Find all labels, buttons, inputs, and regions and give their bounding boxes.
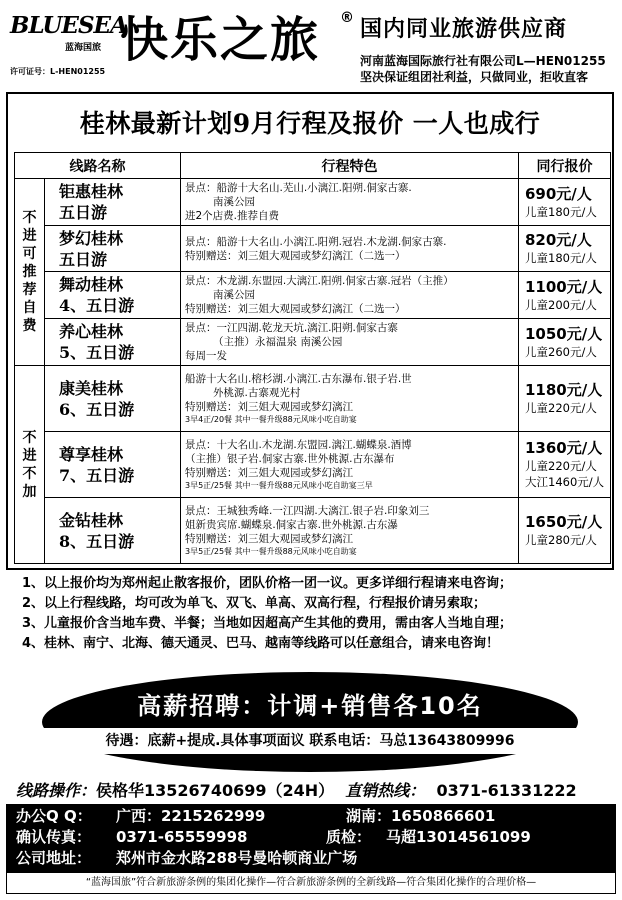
qq-hunan[interactable]: 湖南：1650866601 — [346, 807, 496, 825]
company-name: 河南蓝海国际旅行社有限公司L—HEN01255 — [360, 54, 606, 68]
route-name-line: 8、五日游 — [59, 531, 135, 551]
child-price: 大江1460元/人 — [525, 475, 605, 489]
address-value: 郑州市金水路288号曼哈顿商业广场 — [116, 849, 358, 867]
direct-label: 直销热线： — [345, 781, 426, 800]
route-description-line: 特别赠送：刘三姐大观园或梦幻漓江（二选一） — [185, 249, 406, 262]
qc-label: 质检： — [326, 828, 372, 846]
route-meal-note: 3早5正/25餐 其中一餐升级88元风味小吃自助宴三早 — [185, 481, 373, 490]
route-description-line: 外桃源.古寨观光村 — [213, 387, 301, 399]
route-description-line: 景点：船游十大名山.芜山.小漓江.阳朔.侗家古寨. — [185, 182, 412, 194]
footer-tagline: “蓝海国旅”符合新旅游条例的集团化操作—符合新旅游条例的全新线路—符合集团化操作的合理价格— — [6, 872, 616, 894]
route-meal-note: 3早5正/25餐 其中一餐升级88元风味小吃自助宴 — [185, 547, 357, 556]
route-description-line: 景点：十大名山.木龙湖.东盟园.漓江.蝴蝶泉.酒博 — [185, 439, 412, 451]
route-row — [15, 179, 611, 226]
route-row — [15, 432, 611, 498]
category-label: 不进不加 — [22, 429, 37, 500]
adult-price: 1100元/人 — [525, 277, 603, 296]
route-description-line: （主推）永福温泉 南溪公园 — [213, 336, 343, 348]
route-name-line: 6、五日游 — [59, 399, 135, 419]
company-logo — [10, 12, 127, 62]
route-description — [181, 272, 519, 319]
route-name-line: 5、五日游 — [59, 343, 135, 362]
route-name-line: 康美桂林 — [59, 378, 124, 398]
route-row — [15, 319, 611, 366]
route-description-line: 船游十大名山.榕杉湖.小漓江.古东瀑布.银子岩.世 — [185, 373, 412, 385]
route-name-line: 五日游 — [59, 203, 108, 222]
route-price — [519, 498, 611, 564]
header — [0, 0, 622, 88]
qq-row — [16, 806, 606, 827]
route-description-line: 景点：一江四湖.乾龙天坑.漓江.阳朔.侗家古寨 — [185, 322, 398, 334]
route-description-line: 姐新贵宾席.蝴蝶泉.侗家古寨.世外桃源.古东瀑 — [185, 519, 398, 531]
route-description — [181, 226, 519, 272]
route-description-line: 景点：王城独秀峰.一江四湖.大漓江.银子岩.印象刘三 — [185, 505, 430, 517]
child-price: 儿童280元/人 — [525, 533, 597, 547]
route-description — [181, 319, 519, 366]
route-price — [519, 319, 611, 366]
route-description — [181, 366, 519, 432]
route-name — [45, 319, 181, 366]
adult-price: 1180元/人 — [525, 381, 603, 399]
fax-row — [16, 827, 606, 848]
route-row — [15, 226, 611, 272]
adult-price: 1650元/人 — [525, 513, 603, 531]
recruit-details: 待遇：底薪+提成.具体事项面议 联系电话：马总13643809996 — [42, 728, 578, 754]
route-description-line: 特别赠送：刘三姐大观园或梦幻漓江 — [185, 401, 353, 413]
license-number: 许可证号：L-HEN01255 — [10, 67, 106, 76]
brand-title: 快乐之旅 — [120, 12, 321, 68]
fax-label: 确认传真： — [16, 828, 92, 846]
fax-number[interactable]: 0371-65559998 — [116, 828, 248, 846]
route-description — [181, 179, 519, 226]
route-name — [45, 366, 181, 432]
route-name-line: 舞动桂林 — [59, 275, 124, 294]
route-description-line: 每周一发 — [185, 350, 227, 362]
route-description-line: 特别赠送：刘三姐大观园或梦幻漓江 — [185, 467, 353, 479]
route-category — [15, 366, 45, 564]
route-category — [15, 179, 45, 366]
route-price — [519, 272, 611, 319]
info-box — [6, 804, 616, 872]
category-label: 不进可推荐自费 — [22, 210, 37, 334]
route-name-line: 金钻桂林 — [59, 510, 124, 530]
recruit-title: 高薪招聘：计调+销售各10名 — [137, 692, 483, 720]
logo-subtext: 蓝海国旅 — [65, 43, 102, 53]
logo-text: BLUESEA — [10, 12, 127, 39]
route-row — [15, 272, 611, 319]
slogan: 国内同业旅游供应商 — [360, 17, 568, 42]
route-name-line: 4、五日游 — [59, 296, 135, 315]
route-meal-note: 3早4正/20餐 其中一餐升级88元风味小吃自助宴 — [185, 415, 357, 424]
address-row — [16, 848, 606, 869]
route-name — [45, 432, 181, 498]
plan-title: 桂林最新计划9月行程及报价 一人也成行 — [79, 109, 541, 138]
route-description-line: 特别赠送：刘三姐大观园或梦幻漓江（二选一） — [185, 303, 406, 315]
route-price — [519, 226, 611, 272]
route-description-line: 景点：船游十大名山.小漓江.阳朔.冠岩.木龙湖.侗家古寨. — [185, 235, 447, 248]
route-description-line: （主推）银子岩.侗家古寨.世外桃源.古东瀑布 — [185, 453, 395, 465]
route-description-line: 进2个店费.推荐自费 — [185, 210, 280, 222]
route-row — [15, 498, 611, 564]
company-motto: 坚决保证组团社利益，只做同业，拒收直客 — [360, 70, 589, 84]
header-price: 同行报价 — [519, 153, 611, 179]
direct-phone[interactable]: 0371-61331222 — [436, 781, 577, 800]
route-name — [45, 498, 181, 564]
qq-label: 办公Q Q： — [16, 807, 92, 825]
routes-table — [14, 152, 611, 564]
route-description-line: 南溪公园 — [213, 196, 255, 208]
child-price: 儿童220元/人 — [525, 401, 597, 415]
qc-contact[interactable]: 马超13014561099 — [386, 828, 531, 846]
adult-price: 1050元/人 — [525, 324, 603, 343]
note-item: 4、桂林、南宁、北海、德天通灵、巴马、越南等线路可以任意组合，请来电咨询！ — [22, 636, 500, 651]
notes — [22, 574, 618, 654]
adult-price: 1360元/人 — [525, 439, 603, 457]
adult-price: 690元/人 — [525, 184, 592, 203]
route-description-line: 景点：木龙湖.东盟园.大漓江.阳朔.侗家古寨.冠岩（主推） — [185, 275, 454, 287]
qq-guangxi[interactable]: 广西：2215262999 — [116, 807, 266, 825]
route-name-line: 7、五日游 — [59, 465, 135, 485]
route-name — [45, 226, 181, 272]
route-row — [15, 366, 611, 432]
route-name — [45, 179, 181, 226]
route-name-line: 梦幻桂林 — [59, 228, 124, 248]
header-route-features: 行程特色 — [181, 153, 519, 179]
child-price: 儿童260元/人 — [525, 344, 597, 359]
note-item: 2、以上行程线路，均可改为单飞、双飞、单高、双高行程，行程报价请另索取； — [22, 596, 487, 611]
recruit-banner — [42, 672, 578, 772]
route-description — [181, 432, 519, 498]
route-price — [519, 179, 611, 226]
child-price: 儿童180元/人 — [525, 204, 597, 219]
child-price: 儿童200元/人 — [525, 297, 597, 312]
contact-line — [16, 778, 616, 801]
address-label: 公司地址： — [16, 849, 92, 867]
child-price: 儿童180元/人 — [525, 251, 597, 265]
route-name-line: 五日游 — [59, 249, 108, 269]
route-description-line: 南溪公园 — [213, 289, 255, 301]
header-route-name: 线路名称 — [15, 153, 181, 179]
registered-mark: ® — [340, 10, 354, 26]
adult-price: 820元/人 — [525, 231, 592, 249]
route-price — [519, 432, 611, 498]
note-item: 1、以上报价均为郑州起止散客报价，团队价格一团一议。更多详细行程请来电咨询； — [22, 576, 513, 591]
route-name-line: 尊享桂林 — [59, 444, 124, 464]
route-description — [181, 498, 519, 564]
route-description-line: 特别赠送：刘三姐大观园或梦幻漓江 — [185, 533, 353, 545]
table-header-row — [15, 153, 611, 179]
route-name-line: 钜惠桂林 — [59, 182, 124, 201]
ops-phone[interactable]: 侯格华13526740699（24H） — [96, 781, 335, 800]
note-item: 3、儿童报价含当地车费、半餐；当地如因超高产生其他的费用，需由客人当地自理； — [22, 616, 513, 631]
route-price — [519, 366, 611, 432]
route-name — [45, 272, 181, 319]
ops-label: 线路操作： — [16, 781, 97, 800]
route-name-line: 养心桂林 — [59, 322, 124, 341]
child-price: 儿童220元/人 — [525, 459, 597, 473]
plan-box — [6, 92, 614, 570]
